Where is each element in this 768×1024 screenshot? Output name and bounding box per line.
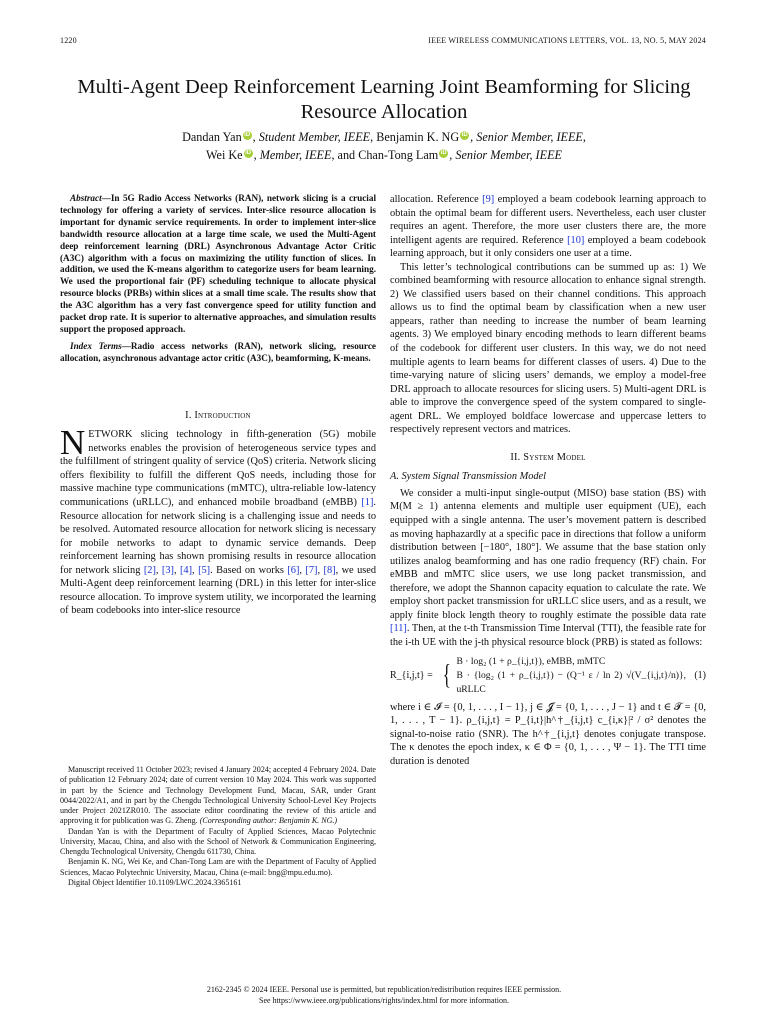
left-column: [60, 193, 376, 618]
section-numeral: II.: [510, 451, 521, 463]
drop-cap: N: [60, 423, 86, 463]
body-paragraph: where i ∈ 𝓘 = {0, 1, . . . , I − 1}, j ∈ 𝓙 = {0, 1, . . . , J − 1} and t ∈ 𝓣 = {0, 1, . . . , T − 1}. ρ_{i,j,t} = P_{i,t}|h^†_{i,j,t} c_{i,κ}|² / σ² denotes the signal-to-noise ratio (SNR). The h^†_{i,j,t} denotes conjugate transpose. The κ denotes the epoch index, κ ∈ Φ = {0, 1, . . . , Ψ − 1}. The TTI time duration is denoted: [390, 701, 706, 767]
citation-link[interactable]: [7]: [305, 564, 318, 576]
abstract-label: Abstract: [70, 193, 102, 203]
page-number: 1220: [60, 36, 77, 45]
equation-case: B · log₂ (1 + ρ_{i,j,t}), eMBB, mMTC: [456, 655, 606, 667]
author-role: Member, IEEE: [259, 148, 332, 162]
body-text: employed a beam codebook learning approach, but it only considers one user at a time.: [390, 234, 706, 260]
orcid-icon[interactable]: iD: [440, 150, 447, 156]
citation-link[interactable]: [5]: [198, 564, 211, 576]
author-name: Benjamin K. NG: [376, 130, 460, 144]
subsection-heading: A. System Signal Transmission Model: [390, 471, 547, 483]
brace-icon: {: [442, 659, 451, 691]
author-role: Senior Member, IEEE: [476, 130, 583, 144]
body-paragraph: [390, 487, 706, 650]
footnotes: [60, 765, 376, 888]
author-connector: , and: [331, 148, 359, 162]
contributions-paragraph: This letter’s technological contributions can be summed up as: 1) We combined beamforming with resource allocation to enhance signal strength. 2) We classified users based on their channel conditions. This approach allows us to find the optimal beam by classification when a new user appears, rather than needing to increase the number of beam learning agents. 3) We employed binary encoding methods to learn different beams of the codebook for different user clusters. In this way, we do not need multiple agents to learn beams for different classes of users. 4) Due to the time-varying nature of slicing users’ demands, we employ a model-free DRL approach to allocate resources for slicing users. 5) Multi-agent DRL is able to improve the convergence speed of the system compared to single-agent DRL. We employed boldface lowercase and uppercase letters to respectively represent vectors and matrices.: [390, 261, 706, 436]
footnote: Dandan Yan is with the Department of Faculty of Applied Sciences, Macao Polytechnic University, Macau, China, and also with the School of Network & Communication Engineering, Chengdu Technological University, Chengdu 611730, China.: [60, 826, 376, 856]
orcid-icon[interactable]: iD: [461, 132, 468, 138]
right-column: [390, 193, 706, 768]
intro-text: Based on works: [216, 564, 288, 576]
doi-line: Digital Object Identifier 10.1109/LWC.2024.3365161: [68, 877, 242, 887]
journal-header: IEEE WIRELESS COMMUNICATIONS LETTERS, VOL. 13, NO. 5, MAY 2024: [428, 36, 706, 45]
copyright-notice: [60, 985, 708, 1006]
body-text: . Then, at the t-th Transmission Time Interval (TTI), the feasible rate for the i-th UE with the j-th physical resource block (PRB) is stated as follows:: [390, 623, 706, 648]
body-text: allocation. Reference: [390, 194, 483, 205]
equation-lhs: R_{i,j,t} =: [390, 669, 433, 681]
author-name: Wei Ke: [206, 148, 243, 162]
index-terms-text: —Radio access networks (RAN), network slicing, resource allocation, asynchronous advantage actor critic (A3C), beamforming, K-means.: [60, 340, 376, 363]
citation-link[interactable]: [2]: [143, 564, 156, 576]
citation-link[interactable]: [11]: [390, 623, 407, 635]
author-role: Student Member, IEEE: [258, 130, 371, 144]
abstract: [60, 193, 376, 336]
citation-link[interactable]: [6]: [287, 564, 300, 576]
intro-text: ETWORK slicing technology in fifth-generation (5G) mobile networks enables the provision of heterogeneous service types and the fulfillment of stringent quality of service (QoS) criteria. Network slicing offers flexibility to fulfill the different QoS needs, including those for massive machine type communications (mMTC), ultra-reliable low-latency communications (uRLLC), and enhanced mobile broadband (eMBB): [60, 429, 376, 508]
footnote-text: Manuscript received 11 October 2023; revised 4 January 2024; accepted 4 February 2024. Date of publication 12 February 2024; date of current version 10 May 2024. This work was supported in part by the Science and Technology Development Fund, Macau, SAR, under Grant 0044/2022/A1, and in part by the Chengdu Technological University School-Level Key Projects under Project 2021ZR010. The associate editor coordinating the review of this article and approving it for publication was G. Zheng.: [60, 765, 376, 826]
section-heading: [60, 409, 376, 423]
abstract-text: —In 5G Radio Access Networks (RAN), network slicing is a crucial technology for offering a variety of services. Inter-slice resource allocation is important for dynamic service requirements. In order to implement inter-slice bandwidth resource allocation at a large time scale, we used the Multi-Agent deep reinforcement learning (DRL) Asynchronous Advantage Actor Critic (A3C) algorithm with a focus on maximizing the utility function of slices. In addition, we used the K-means algorithm to categorize users for beam learning. We used the proportional fair (PF) scheduling technique to allocate physical resource blocks (PRBs) within slices at a small time scale. The results show that the A3C algorithm has a very fast convergence speed for utility function and packet drop rate. It is superior to alternative approaches, and simulation results support the proposed approach.: [60, 193, 376, 334]
citation-link[interactable]: [3]: [161, 564, 174, 576]
body-text: We consider a multi-input single-output (MISO) base station (BS) with M(M ≥ 1) antenna elements and multiple user equipment (UE), each equipped with a single antenna. The user’s movement pattern is described as moving haphazardly at a specific pace in directions that follow a uniform distribution between [−180°, 180°]. We assume that the base station only utilizes analog beamforming and has one radio frequency (RF) chain. For eMBB and mMTC slice users, we use long packet transmission, and therefore, we adopt the Shannon capacity equation to calculate the rate. We employ short packet transmission for uRLLC slice users, and as a result, we apply finite block length theory to roughly estimate the possible data rate: [390, 487, 706, 621]
equation-1: [390, 655, 706, 697]
author-role: Senior Member, IEEE: [455, 148, 562, 162]
index-terms-label: Index Terms: [70, 340, 122, 351]
copyright-line: 2162-2345 © 2024 IEEE. Personal use is permitted, but republication/redistribution requires IEEE permission.: [206, 985, 562, 994]
orcid-icon[interactable]: iD: [244, 132, 251, 138]
citation-link[interactable]: [10]: [567, 234, 585, 246]
corresponding-author: (Corresponding author: Benjamin K. NG.): [199, 816, 338, 826]
equation-number: (1): [694, 669, 706, 681]
author-name: Dandan Yan: [182, 130, 242, 144]
body-paragraph: [390, 193, 706, 261]
citation-link[interactable]: [9]: [482, 194, 495, 205]
intro-paragraph: NETWORK slicing technology in fifth-generation (5G) mobile networks enables the provision of heterogeneous service types and the fulfillment of stringent quality of service (QoS) criteria. Network slicing offers flexibility to fulfill the different QoS needs, including those for massive machine type communications (mMTC), ultra-reliable low-latency communications (uRLLC), and enhanced mobile broadband (eMBB) [1]. Resource allocation for network slicing is a challenging issue and needs to be resolved. Automated resource allocation for network slicing is necessary for mobile networks to adapt to dynamic service demands. Deep reinforcement learning has shown promising results in resource allocation for network slicing [2], [3], [4], [5]. Based on works [6], [7], [8], we used Multi-Agent deep reinforcement learning (DRL) in this letter for inter-slice resource allocation. To improve system utility, we incorporated the learning of beam codebooks into inter-slice resource: [60, 423, 377, 617]
footnote: Benjamin K. NG, Wei Ke, and Chan-Tong Lam are with the Department of Faculty of Applied Sciences, Macao Polytechnic University, Macau, China (e-mail: bng@mpu.edu.mo).: [60, 857, 376, 877]
citation-link[interactable]: [4]: [179, 564, 193, 576]
citation-link[interactable]: [8]: [323, 564, 336, 576]
copyright-line: See https://www.ieee.org/publications/rights/index.html for more information.: [259, 995, 509, 1005]
paper-title: Multi-Agent Deep Reinforcement Learning Joint Beamforming for Slicing Resource Allocation: [77, 76, 691, 123]
section-title: Introduction: [194, 409, 251, 421]
intro-text: . Resource allocation for network slicing is a challenging issue and needs to be resolved. Automated resource allocation for network slicing is necessary for mobile networks to adapt to dynamic service demands. Deep reinforcement learning has shown promising results in resource allocation for network slicing: [60, 496, 376, 576]
author-list: Dandan Yan iD , Student Member, IEEE, Benjamin K. NG iD , Senior Member, IEEE, Wei Ke iD , Member, IEEE, and Chan-Tong Lam iD , Senior Member, IEEE: [182, 130, 586, 162]
section-heading: [390, 451, 706, 465]
intro-text: , we used Multi-Agent deep reinforcement learning (DRL) in this letter for inter-slice resource allocation. To improve system utility, we incorporated the learning of beam codebooks into inter-slice resource: [60, 564, 377, 617]
index-terms: [60, 341, 376, 365]
author-name: Chan-Tong Lam: [358, 148, 439, 162]
equation-cases: [456, 655, 686, 697]
citation-link[interactable]: [1]: [361, 496, 374, 508]
body-text: employed a beam codebook learning approach to obtain the optimal beam for different users. Nevertheless, each user cluster requires an agent. Therefore, the more user clusters there are, the more intelligent agents are required. Reference: [390, 194, 706, 246]
orcid-icon[interactable]: iD: [245, 150, 252, 156]
section-title: System Model: [523, 451, 586, 463]
section-numeral: I.: [185, 409, 192, 421]
equation-case: B · {log₂ (1 + ρ_{i,j,t}) − (Q⁻¹ ε / ln 2) √(V_{i,j,t}/n)}, uRLLC: [456, 669, 686, 695]
footnote: [60, 765, 376, 827]
